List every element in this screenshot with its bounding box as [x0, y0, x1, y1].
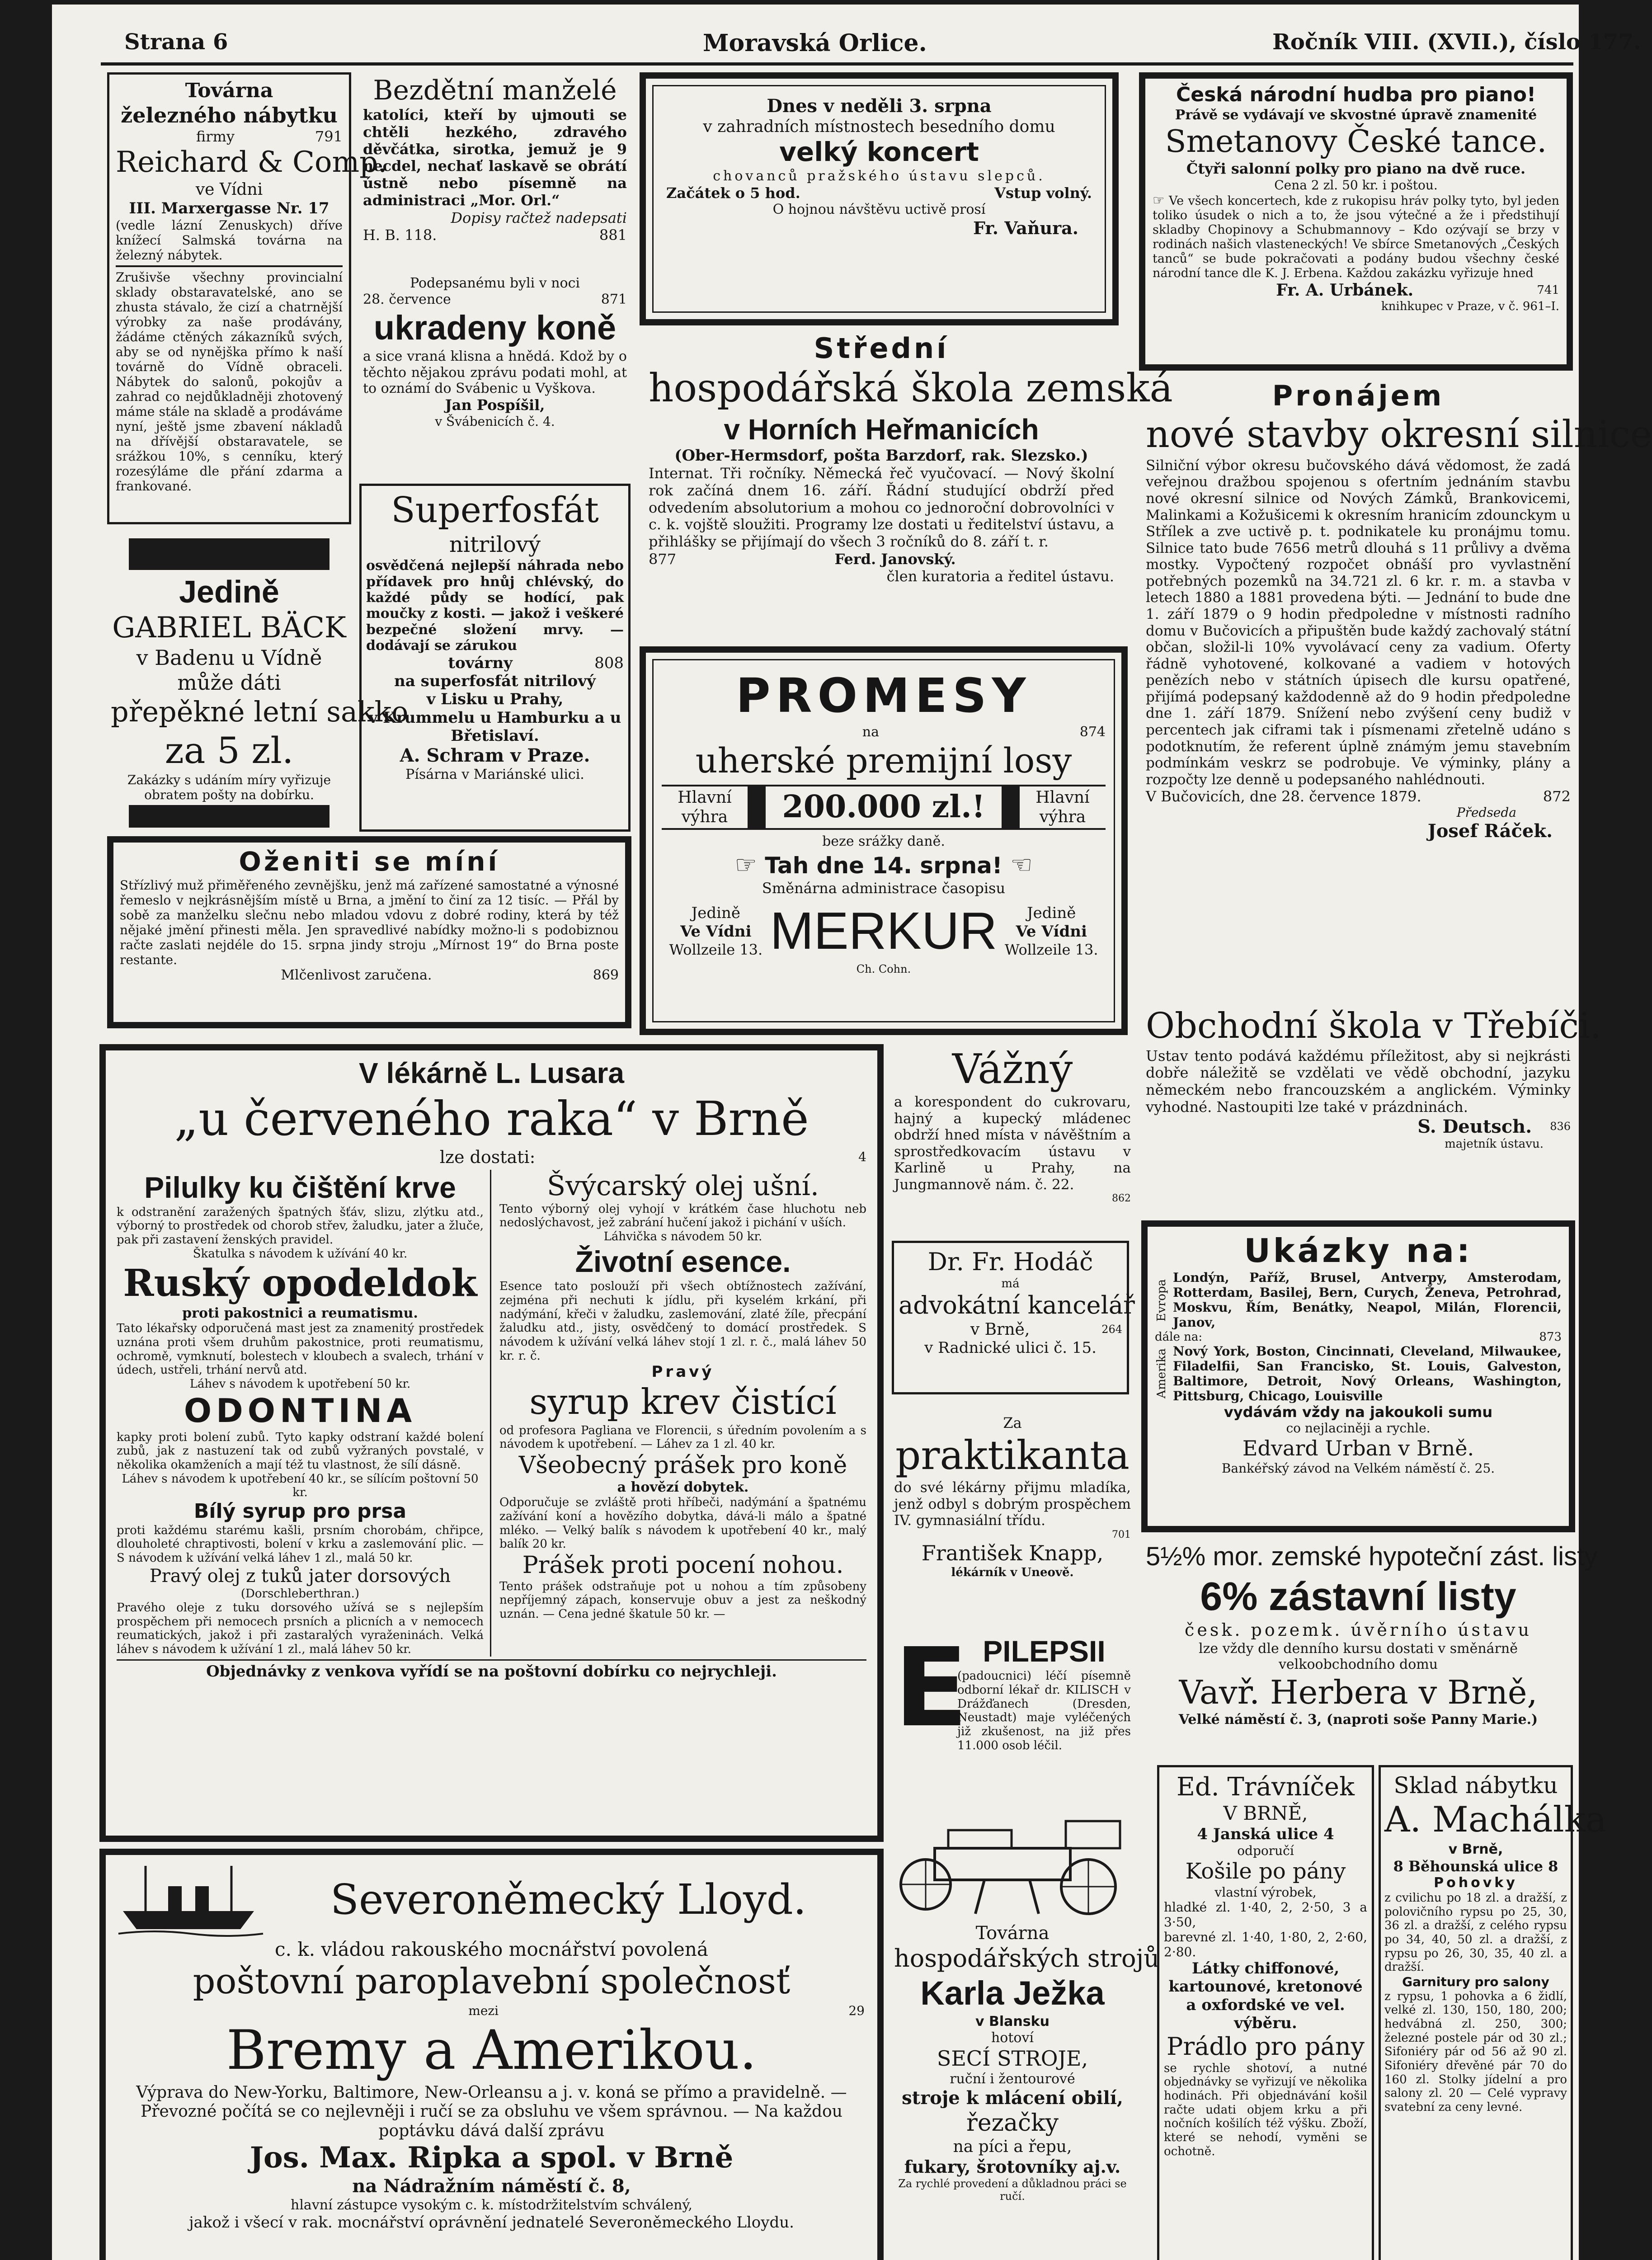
pointing-hand-icon: ☞: [1153, 193, 1165, 209]
ad-shirts-travnicek: Ed. Trávníček V BRNĚ, 4 Janská ulice 4 odporučí Košile po pány vlastní výrobek, hladké zl. 1·40, 2, 2·50, 3 a 3·50, barevné zl. 1·40, 1·80, 2, 2·60, 2·80. Látky chiffonové, kartounové, kretonové a oxfordské ve vel. výběru. Prádlo pro pány se rychle shotoví, a nutné objednávky se vyřizují ve několika hodinách. Při objednávání košil račte udati objem krku a při nočních košilích též výšku. Zboží, které se nehodí, vyměni se ochotně.: [1157, 1765, 1374, 2260]
ad-promissory-notes: PROMESY na 874 uherské premijní losy Hlavní výhra 200.000 zl.! Hlavní výhra beze srážky daně. ☞ Tah dne 14. srpna! ☜ Směnárna administrace časopisu Jedině Ve Vídni Wollzeile 13. MERKUR Jedině Ve Vídni Wollzeile 13. Ch. Cohn.: [640, 646, 1128, 1035]
newspaper-title: Moravská Orlice.: [703, 29, 927, 57]
ad-marriage: Oženiti se míní Střízlivý muž přiměřeného zevnějšku, jenž má zařízené samostatné a výnosné řemeslo v nejkrásnějším místě u Brna, a jmění to činí za 12 tisíc. — Přál by sobě za manželku slečnu nebo mladou vdovu z dobré rodiny, která by též nějaké jmění přinesti měla. Jen spravedlivé nabídky možno-li s podobiznou račte zaslati nejdéle do 15. srpna jindy stroju „Mírnost 19“ do Brna poste restante. Mlčenlivost zaručena. 869: [107, 836, 631, 1028]
ad-business-school: Obchodní škola v Třebíči. Ustav tento podává každému příležitost, aby si nejkrásti dobře náležitě se vzdělati ve vědě obchodní, jazyku německém nebo francouzském a anglickém. Výminky vyhodné. Nastoupiti lze také v prázdninách. S. Deutsch. 836 majetník ústavu.: [1146, 1006, 1601, 1151]
ad-mortgage-bonds: 5½% mor. zemské hypoteční zást. listy 6% zástavní listy česk. pozemk. úvěrního ústavu lze vždy dle denního kursu dostati v směnárně velkoobchodního domu Vavř. Herbera v Brně, Velké náměstí č. 3, (naproti soše Panny Marie.): [1146, 1542, 1598, 1728]
ad-furniture-machalka: Sklad nábytku A. Machálka v Brně, 8 Běhounská ulice 8 Pohovky z cvilichu po 18 zl. a dražší, z polovičního rypsu po 25, 30, 36 zl. a dražší, z celého rypsu po 34, 40, 50 zl. a dražší, z rypsu po 26, 30, 35, 40 zl. a dražší. Garnitury pro salony z rypsu, 1 pohovka a 6 židlí, velké zl. 130, 150, 180, 200; hedvábná zl. 250, 300; železné postele pár od 30 zl.; Sifoniéry pár od 56 až 90 zl. Sifoniéry dřevěné pár 70 do 160 zl. Stolky jídelní a pro salony zl. 20 — Celé vypravy svatební za ceny levné.: [1379, 1765, 1573, 2260]
threshing-machine-illustration: [894, 1812, 1129, 1921]
jackpot-amount: 200.000 zl.!: [782, 789, 985, 825]
ad-stolen-horses: Podepsanému byli v noci 28. července 871 ukradeny koně a sice vraná klisna a hnědá. Kdož by o těchto nějakou zprávu podati mohl, at to oznámí do Svábenic u Vyškova. Jan Pospíšil, v Švábenicích č. 4.: [363, 275, 627, 429]
ad-childless-couple: Bezdětní manželé katolíci, kteří by ujmouti se chtěli hezkého, zdravého děvčátka, sirotka, jemuž je 9 necdel, nechať laskavě se obrátí ústně nebo písemně na administraci „Mor. Orl.“ Dopisy račtež nadepsati H. B. 118. 881: [363, 75, 627, 244]
ad-lusar-pharmacy: V lékárně L. Lusara „u červeného raka“ v Brně lze dostati: 4 Pilulky ku čištění krve k odstranění zaražených špatných šťáv, slizu, zlýtku atd., výborný to prostředek od chorob střev, žaludku, jater a žluče, pak při zastavení ženských pravidel. Škatulka s návodem k užívání 40 kr. Ruský opodeldok proti pakostnici a reumatismu. Tato lékařsky odporučená mast jest za znamenitý prostředek uznána proti všem druhům pakostnice, proti reumatismu, ochromě, vymknutí, bolestech v kloubech a svalech, trhání v údech, ustřeli, trhání nervů atd. Láhev s návodem k upotřebení 50 kr. ODONTINA kapky proti bolení zubů. Tyto kapky odstraní každé bolení zubů, jak z nastuzení tak od zubů vyžraných povstalé, v několika okamženích a mají též tu vlastnost, že sílí dásně. Láhev s návodem k upotřebení 40 kr., se sílícím poštovní 50 kr. Bílý syrup pro prsa proti každému starému kašli, prsním chorobám, chřipce, dlouholeté chraptivosti, bolení v krku a zaslemování plic. — S návodem k užívání velká láhev 1 zl., malá 50 kr. Pravý olej z tuků jater dorsových (Dorschleberthran.) Pravého oleje z tuku dorsového užívá se s nejlepším prospěchem při nemocech prsních a plicních a v nemocech reumatických, jakož i při zastaralých vyraženinách. Velká láhev s návodem k užívání 1 zl., malá láhev 50 kr. Švýcarský olej ušní. Tento výborný olej vyhojí v krátkém čase hluchotu neb nedoslýchavost, jež zabrání hučení jakož i pichání v uších. Láhvička s návodem 50 kr. Životní esence. Esence tato poslouží při všech obtížnostech zažívání, zejména při nechuti k jídlu, při kyselém krkání, při nadýmání, křeči v žaludku, zaslemování, zlaté žíle, přecpání žaludku atd., jisty, osvědčený to domácí prostředek. S návodem k užívání velká láhev stojí 1 zl. r. č., malá láhev 50 kr. r. č. Pravý syrup krev čistící od profesora Pagliana ve Florencii, s úředním povolením a s návodem k upotřebení. — Láhev za 1 zl. 40 kr. Všeobecný prášek pro koně a hovězí dobytek. Odporučuje se zvláště proti hříbeči, nadýmání a špatnému zažívání koní a hovězího dobytka, dává-li málo a špatné mléko. — Velký balík s návodem k upotřebení 40 kr., malý balík 20 kr. Prášek proti pocení nohou. Tento prášek odstraňuje pot u nohou a tím způsobeny nepříjemný zápach, konservuje obuv a jest za neškodný uznán. — Cena jedné škatule 50 kr. — Objednávky z venkova vyřídí se na poštovní dobírku co nejrychleji.: [99, 1044, 884, 1842]
ad-agricultural-school: Střední hospodářská škola zemská v Horních Heřmanicích (Ober-Hermsdorf, pošta Barzdorf, rak. Slezsko.) Internat. Tři ročníky. Německá řeč vyučovací. — Nový školní rok začíná dnem 16. září. Řádní studující obdrží před odvedením absolutorium a mohou co jednoroční dobrovolníci v c. k. vojště sloužiti. Programy lze dostati u ředitelství ústavu, a přihlášky se přijímají do všech 3 ročníků do 8. září t. r. 877 Ferd. Janovský. člen kuratoria a ředitel ústavu.: [649, 332, 1173, 585]
ad-pharmacy-apprentice: Za praktikanta do své lékárny přijmu mladíka, jenž odbyl s dobrým prospěchem IV. gymnasiální třídu. 701 František Knapp, lékárník v Uneově.: [894, 1414, 1131, 1580]
ad-advocate-office: Dr. Fr. Hodáč má advokátní kancelář v Brně, 264 v Radnické ulici č. 15.: [892, 1241, 1129, 1394]
page-number: Strana 6: [124, 29, 228, 55]
ad-north-german-lloyd: Severoněmecký Lloyd. c. k. vládou rakouského mocnářství povolená poštovní paroplavební společnosť mezi 29 Bremy a Amerikou. Výprava do New-Yorku, Baltimore, New-Orleansu a j. v. koná se přímo a pravidelně. — Převozné počítá se co nejlevněji i ručí se za obsluhu ve všem správnou. — Na každou poptávku dává další zprávu Jos. Max. Ripka a spol. v Brně na Nádražním náměstí č. 8, hlavní zástupce vysokým c. k. místodržitelstvím schválený, jakož i všecí v rak. mocnářství oprávnění jednatelé Severoněmeckého Lloydu.: [99, 1849, 884, 2260]
ad-national-music: Česká národní hudba pro piano! Právě se vydávají ve skvostné úpravě znamenité Smetanovy České tance. Čtyři salonní polky pro piano na dvě ruce. Cena 2 zl. 50 kr. i poštou. ☞ Ve všech koncertech, kde z rukopisu hráv polky tyto, byl jeden toliko úsudek o nich a to, že jsou výtečné a že i předstihují skladby Chopinovy a Schubmannovy – Kdo ozývají se brzy v rodinách našich vlasteneckých! Ve sbírce Smetanových „Českých tanců“ se bude pokračovati a podány budou všechny české národní tance dle K. J. Erbena. Každou zakázku vyřizuje hned Fr. A. Urbánek. 741 knihkupec v Praze, v č. 961–I.: [1139, 72, 1573, 371]
ad-bank-drafts: Ukázky na: Evropa Londýn, Paříž, Brusel, Antverpy, Amsterodam, Rotterdam, Basilej, Bern, Curych, Ženeva, Petrohrad, Moskvu, Řím, Benátky, Neapol, Milán, Florencii, Janov, dále na: 873 Amerika Nový York, Boston, Cincinnati, Cleveland, Milwaukee, Filadelfii, San Francisko, St. Louis, Galveston, Baltimore, Detroit, Nový Orleans, Washington, Pittsburg, Chicago, Louisville vydávám vždy na jakoukoli sumu co nejlaciněji a rychle. Edvard Urban v Brně. Bankéřský závod na Velkém náměstí č. 25.: [1141, 1220, 1575, 1532]
ad-superphosphate: Superfosfát nitrilový osvědčená nejlepší náhrada nebo přídavek pro hnůj chlévský, do každé půdy se hodící, pak moučky z kosti. — jakož i veškeré bezpečné složení mrvy. — dodávají se zárukou továrny 808 na superfosfát nitrilový v Lisku u Prahy, v Krummelu u Hamburku a u Břetislaví. A. Schram v Praze. Písárna v Mariánské ulici.: [359, 484, 631, 832]
pointing-hand-icon: ☜: [1010, 850, 1033, 879]
steamship-illustration: [118, 1861, 263, 1938]
newspaper-page: [52, 5, 1652, 2260]
ad-road-lease: Pronájem nové stavby okresní silnice Silniční výbor okresu bučovského dává vědomost, že zadá veřejnou dražbou spojenou s ofertním jednáním stavbu nové okresní silnice od Nových Zámků, Brankovicemi, Malinkami a Kožušicemi k okresním hranicím zdounckym u Střílek a zve uctivě p. t. podnikatele ku pronájmu tomu. Silnice tato bude 7656 metrů dlouhá s 11 průlivy a dvěma mostky. Vypočtený rozpočet obnáší pro vyvlastnění potřebných pozemků na 34.721 zl. 6 kr. r. m. a stavba v letech 1880 a 1881 provedena býti. — Jednání to bude dne 1. září 1879 o 9 hodin předpoledne v místnosti radního domu v Bučovicích a připuštěn bude každý zachovalý státní občan, složil-li 10% vyvolávací ceny za vadium. Oferty řádně vyhotovené, kolkované a vadiem v hotových penězích nebo v státních úpisech dle kursu opatřené, přijímá podepsaný každodenně až do 9 hodin předpoledne dne 1. září 1879. Snížení nebo zvýšení ceny budiž v percentech jak ciframi tak i písmenami zřetelně udáno s podotknutím, že referent úplně známým jemu stavebním podmínkám veskrz se podrobuje. Ve výminky, plány a rozpočty lze denně u podepsaného nahlédnouti. V Bučovicích, dne 28. července 1879. 872 Předseda Josef Ráček.: [1146, 379, 1652, 842]
ad-gabriel-back: Jedině GABRIEL BÄCK v Badenu u Vídně může dáti přepěkné letní sakko za 5 zl. Zakázky s udáním míry vyřizuje obratem pošty na dobírku.: [107, 536, 351, 829]
ad-serious-correspondent: Vážný a korespondent do cukrovaru, hajný a kupecký mládenec obdrží hned místa v návěštním a sprostředkovacím ústavu v Karlině u Prahy, na Jungmannově nám. č. 22. 862: [894, 1045, 1131, 1205]
pointing-hand-icon: ☞: [734, 850, 757, 879]
ad-furniture-factory: Továrna železného nábytku firmy 791 Reichard & Comp. ve Vídni III. Marxergasse Nr. 17 (vedle lázní Zenuskych) dříve knížecí Salmská továrna na železný nábytek. Zrušivše všechny provincialní sklady obstaravatelské, ano se zhusta stávalo, že cizí a chatrnější výrobky za naše prodávány, žádáme ctěných zákazníků svých, aby se od nynějška přímo k naší továrně do Vídně obraceli. Nábytek do salonů, pokojův a zahrad co nejdůkladněji zhotovený máme stále na skladě a prodáváme nyní, ještě jsme zbavení nákladů na dřívější obstaravatele, se srážkou 10%, s cenníku, který rozesýláme dle přání zdarma a frankované.: [107, 72, 351, 524]
ad-concert: Dnes v neděli 3. srpna v zahradních místnostech besedního domu velký koncert chovanců pražského ústavu slepců. Začátek o 5 hod. Vstup volný. O hojnou návštěvu uctivě prosí Fr. Vaňura.: [640, 72, 1119, 325]
issue-number: Ročník VIII. (XVII.), číslo 177.: [1272, 29, 1641, 55]
drop-cap: E: [894, 1624, 968, 1751]
ad-machine-factory: Továrna hospodářských strojů Karla Ježka v Blansku hotoví SECÍ STROJE, ruční i žentourové stroje k mlácení obilí, řezačky na píci a řepu, fukary, šrotovníky aj.v. Za rychlé provedení a důkladnou práci se ručí.: [890, 1810, 1134, 2260]
ad-epilepsy: E PILEPSII (padoucnici) léčí písemně odborní lékař dr. KILISCH v Drážďanech (Dresden, Neustadt) maje vyléčených již zkušenost, na již přes 11.000 osob léčil.: [894, 1624, 1131, 1752]
header-rule: [101, 62, 1573, 66]
